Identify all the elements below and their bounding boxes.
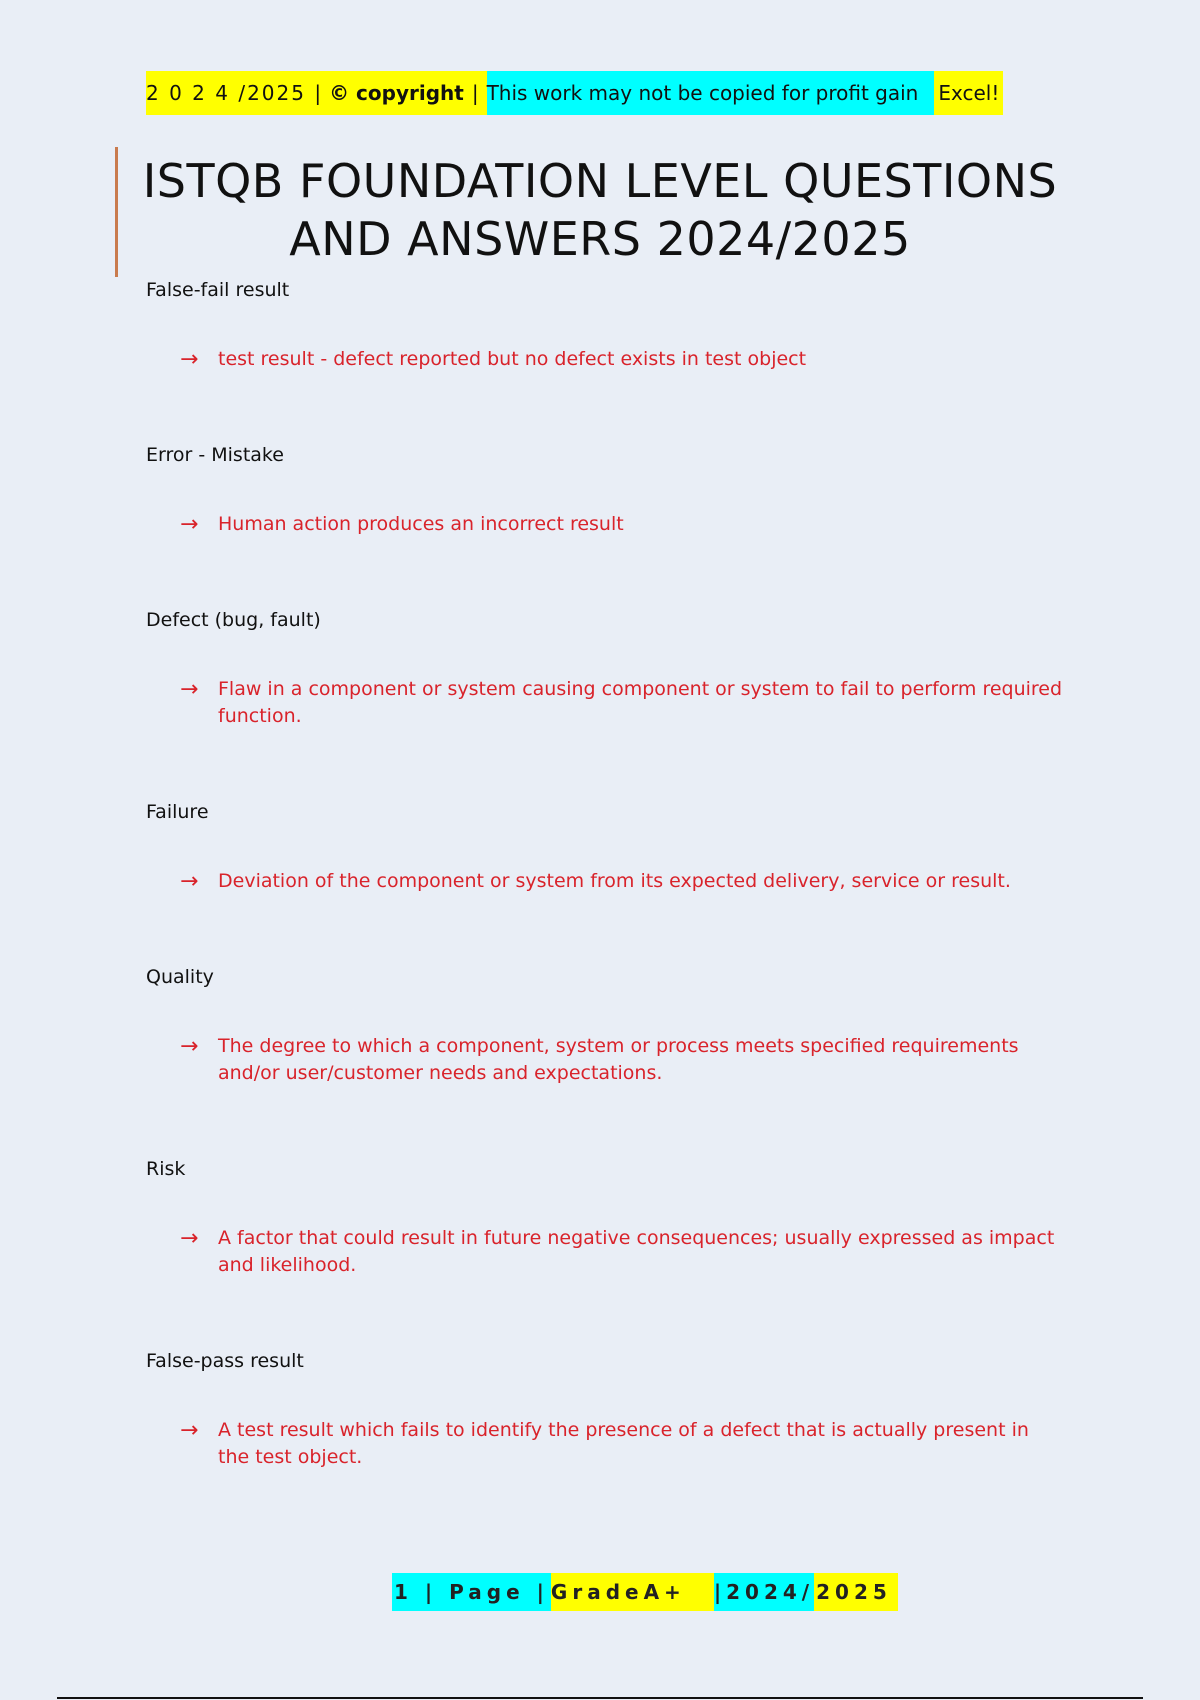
title-line-2: AND ANSWERS 2024/2025 [289,212,911,266]
question-text: Risk [146,1158,186,1180]
page-bottom-rule [57,1697,1143,1699]
footer-year-end: 2025 [814,1573,898,1611]
question-text: Failure [146,801,209,823]
answer-text: Deviation of the component or system from its expected delivery, service or result. [218,870,1011,892]
qa-item [146,798,1066,895]
qa-item [146,963,1066,1087]
qa-item [146,606,1066,730]
grade-label: GradeA+ [551,1573,714,1611]
question-text: Defect (bug, fault) [146,609,321,631]
answer-row [146,1417,1066,1471]
question-text: False-fail result [146,279,290,301]
title-accent-rule [115,147,118,277]
answer-text: A test result which fails to identify the presence of a defect that is actually present in the test object. [218,1419,1029,1468]
excel-label: Excel! [934,71,1003,115]
answer-row [146,1225,1066,1279]
answer-text: The degree to which a component, system or process meets specified requirements and/or user/customer needs and expectations. [218,1035,1019,1084]
arrow-right-icon: → [180,1034,199,1059]
answer-text: Flaw in a component or system causing component or system to fail to perform required function. [218,678,1063,727]
header-year: 2 0 2 4 /2025 | [146,71,323,115]
copyright-label: © copyright [323,71,464,115]
answer-row [146,511,1066,538]
arrow-right-icon: → [180,1418,199,1443]
question-text: False-pass result [146,1350,304,1372]
answer-text: A factor that could result in future negative consequences; usually expressed as impact and likelihood. [218,1227,1055,1276]
answer-text: Human action produces an incorrect result [218,513,624,535]
arrow-right-icon: → [180,512,199,537]
document-title [130,152,1070,268]
page-footer [392,1573,898,1611]
page-number: 1 | Page | [392,1573,551,1611]
header-banner [146,71,1003,115]
header-separator: | [464,71,487,115]
arrow-right-icon: → [180,869,199,894]
answer-text: test result - defect reported but no defect exists in test object [218,348,807,370]
qa-item [146,1155,1066,1279]
qa-list [146,276,1066,1471]
question-text: Error - Mistake [146,444,284,466]
answer-row [146,1033,1066,1087]
arrow-right-icon: → [180,347,199,372]
question-text: Quality [146,966,214,988]
qa-item [146,1347,1066,1471]
answer-row [146,868,1066,895]
qa-item [146,276,1066,373]
arrow-right-icon: → [180,1226,199,1251]
copy-notice: This work may not be copied for profit gain [487,71,935,115]
answer-row [146,346,1066,373]
answer-row [146,676,1066,730]
qa-item [146,441,1066,538]
arrow-right-icon: → [180,677,199,702]
footer-year-start: |2024/ [714,1573,814,1611]
title-line-1: ISTQB FOUNDATION LEVEL QUESTIONS [142,154,1058,208]
